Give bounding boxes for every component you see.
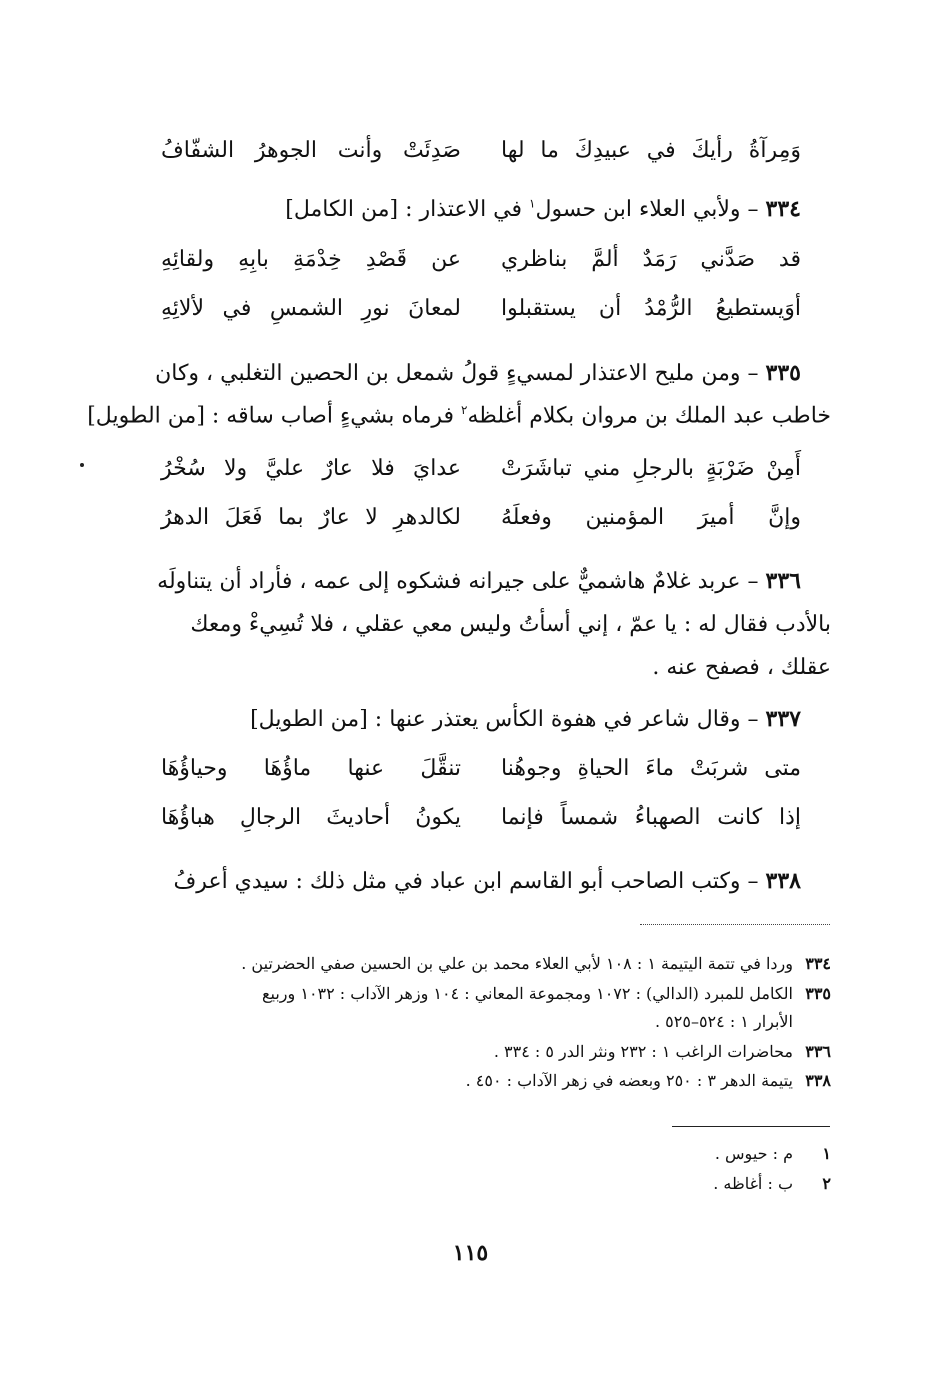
entry-338-line1 — [174, 868, 802, 894]
source-number: ٣٣٦ — [805, 1042, 831, 1061]
hemistich-first: أوَيستطيعُ الرُّمْدُ أن يستقبلوا — [501, 296, 801, 321]
source-text: محاضرات الراغب ١ : ٢٣٢ ونثر الدر ٥ : ٣٣٤ . — [493, 1042, 793, 1061]
footnote-ref: ٢ — [461, 403, 468, 417]
verse-line — [161, 247, 801, 272]
note-text: م : حيوس . — [714, 1144, 793, 1163]
entry-number: ٣٣٧ — [765, 706, 801, 732]
print-speck — [80, 463, 84, 467]
hemistich-second: تنقَّلَ عنها ماؤُهَا وحياؤُهَا — [161, 756, 461, 781]
entry-text: عقلك ، فصفح عنه . — [652, 655, 831, 680]
verse-line — [161, 505, 801, 530]
footnote-ref: ١ — [529, 196, 536, 211]
hemistich-second: عدايَ فلا عارٌ عليَّ ولا سُخْرُ — [161, 456, 461, 481]
hemistich-second: يكونُ أحاديثَ الرجالِ هباؤُهَا — [161, 805, 461, 830]
source-text: الأبرار ١ : ٥٢٤–٥٢٥ . — [655, 1012, 793, 1031]
source-entry — [466, 1071, 831, 1090]
hemistich-second: لمعانَ نورِ الشمسِ في لألائِهِ — [161, 296, 461, 321]
entry-337-heading — [250, 706, 801, 732]
hemistich-second: لكالدهرِ لا عارٌ بما فَعَلَ الدهرُ — [161, 505, 461, 530]
hemistich-first: وإنَّ أميرَ المؤمنين وفعلَهُ — [501, 505, 801, 530]
entry-text: – ومن مليح الاعتذار لمسيءٍ قولُ شمعل بن الحصين التغلبي ، وكان — [155, 361, 759, 386]
entry-number: ٣٣٨ — [765, 868, 801, 894]
hemistich-second: عن قَصْدِ خِدْمَةِ بابِهِ ولقائِهِ — [161, 247, 461, 272]
entry-text: بالأدب فقال له : يا عمّ ، إني أسأتُ وليس معي عقلي ، فلا تُسِيءْ ومعك — [190, 612, 831, 637]
hemistich-first: متى شربَتْ ماءَ الحياةِ وجوهُنا — [501, 756, 801, 781]
source-number: ٣٣٤ — [805, 954, 831, 973]
notes-divider — [672, 1126, 830, 1127]
note-entry — [713, 1174, 831, 1193]
entry-336-line2 — [190, 612, 831, 637]
entry-number: ٣٣٦ — [765, 568, 801, 594]
page-number: ١١٥ — [452, 1240, 489, 1266]
verse-line — [161, 456, 801, 481]
entry-334-heading — [285, 196, 801, 222]
hemistich-second: صَدِئَتْ وأنت الجوهرُ الشفّافُ — [161, 138, 461, 163]
note-text: ب : أغاظه . — [713, 1174, 793, 1193]
source-entry — [241, 954, 831, 973]
entry-intro: – ولأبي العلاء ابن حسول — [535, 197, 759, 222]
hemistich-first: أَمِنْ ضَرْبَةٍ بالرجلِ مني تباشَرَتْ — [501, 456, 801, 481]
verse-line — [161, 805, 801, 830]
hemistich-first: إذا كانت الصهباءُ شمساً فإنما — [501, 805, 801, 830]
verse-line — [161, 296, 801, 321]
entry-text: فرماه بشيءٍ أصاب ساقه : [من الطويل] — [87, 403, 455, 429]
entry-335-line1 — [155, 360, 801, 386]
entry-text: – عربد غلامٌ هاشميٌّ على جيرانه فشكوه إلى عمه ، فأراد أن يتناولَه — [157, 569, 759, 594]
verse-line — [161, 138, 801, 163]
sources-divider — [640, 924, 830, 925]
entry-number: ٣٣٥ — [765, 360, 801, 386]
source-text: يتيمة الدهر ٣ : ٢٥٠ وبعضه في زهر الآداب : ٤٥٠ . — [465, 1071, 793, 1090]
note-number: ١ — [822, 1144, 831, 1163]
source-continuation — [655, 1012, 793, 1031]
source-entry — [494, 1042, 831, 1061]
entry-text: – وكتب الصاحب أبو القاسم ابن عباد في مثل ذلك : سيدي أعرفُ — [173, 869, 759, 894]
source-text: الكامل للمبرد (الدالي) : ١٠٧٢ ومجموعة المعاني : ١٠٤ وزهر الآداب : ١٠٣٢ وربيع — [262, 984, 793, 1003]
entry-text: خاطب عبد الملك بن مروان بكلام أغلظه — [467, 403, 831, 429]
note-entry — [715, 1144, 831, 1163]
source-number: ٣٣٥ — [805, 984, 831, 1003]
entry-intro-end: في الاعتذار : [من الكامل] — [285, 197, 523, 222]
entry-intro: – وقال شاعر في هفوة الكأس يعتذر عنها : [من الطويل] — [250, 707, 759, 732]
entry-335-line2 — [87, 403, 831, 428]
entry-number: ٣٣٤ — [765, 196, 801, 222]
verse-line — [161, 756, 801, 781]
entry-336-line3 — [652, 655, 831, 680]
note-number: ٢ — [822, 1174, 831, 1193]
entry-336-line1 — [157, 568, 801, 594]
source-entry — [262, 984, 831, 1003]
source-number: ٣٣٨ — [805, 1071, 831, 1090]
source-text: وردا في تتمة اليتيمة ١ : ١٠٨ لأبي العلاء محمد بن علي بن الحسين صفي الحضرتين . — [241, 954, 793, 973]
hemistich-first: قد صَدَّني رَمَدٌ ألمَّ بناظري — [501, 247, 801, 272]
hemistich-first: وَمِرآةُ رأيكَ في عبيدِكَ ما لها — [501, 138, 801, 163]
